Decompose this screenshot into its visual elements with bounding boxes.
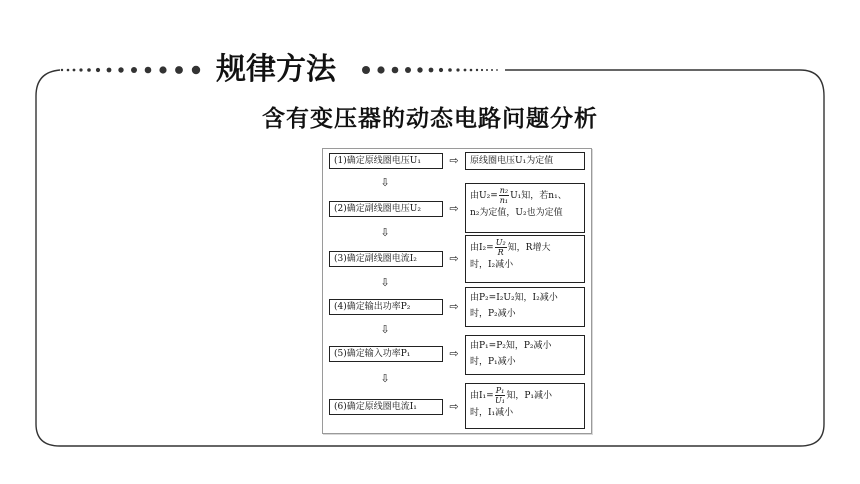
result-2 — [465, 183, 585, 233]
result-3-line1: 由I₂= $\frac{\text{U₂}}{R}$ 知，R增大 — [470, 238, 551, 257]
dotted-line-right — [362, 66, 498, 74]
arrow-down-icon: ⇩ — [380, 176, 390, 189]
step-1: (1)确定原线圈电压U₁ — [329, 153, 443, 169]
arrow-down-icon: ⇩ — [380, 372, 390, 385]
result-3 — [465, 235, 585, 283]
arrow-right-icon: ⇨ — [449, 300, 459, 313]
step-2: (2)确定副线圈电压U₂ — [329, 201, 443, 217]
result-1 — [465, 152, 585, 170]
result-5-line2: 时，P₁减小 — [470, 357, 516, 367]
result-5 — [465, 335, 585, 375]
arrow-right-icon: ⇨ — [449, 154, 459, 167]
arrow-down-icon: ⇩ — [380, 323, 390, 336]
fraction: $\frac{\text{U₂}}{R}$ — [495, 238, 506, 257]
arrow-down-icon: ⇩ — [380, 226, 390, 239]
result-6-line1: 由I₁= $\frac{\text{P₁}}{\text{U₁}}$ 知，P₁减小 — [470, 386, 552, 405]
section-heading-text: 规律方法 — [216, 52, 336, 87]
result-6-line2: 时，I₁减小 — [470, 408, 514, 418]
step-5: (5)确定输入功率P₁ — [329, 346, 443, 362]
result-2-line2: n₂为定值，U₂也为定值 — [470, 208, 563, 218]
arrow-right-icon: ⇨ — [449, 252, 459, 265]
step-4: (4)确定输出功率P₂ — [329, 299, 443, 315]
result-3-line2: 时，I₂减小 — [470, 260, 514, 270]
result-4-line2: 时，P₂减小 — [470, 309, 516, 319]
section-heading — [212, 52, 340, 88]
result-5-line1: 由P₁=P₂知，P₂减小 — [470, 341, 552, 351]
fraction: $\frac{\text{P₁}}{\text{U₁}}$ — [495, 386, 505, 405]
result-2-line1: 由U₂= $\frac{\text{n₂}}{\text{n₁}}$ U₁知，若n₁、 — [470, 186, 567, 205]
fraction: $\frac{\text{n₂}}{\text{n₁}}$ — [499, 186, 509, 205]
result-1-line1: 原线圈电压U₁为定值 — [470, 156, 554, 166]
dotted-line-left — [61, 66, 200, 74]
arrow-right-icon: ⇨ — [449, 202, 459, 215]
page-title: 含有变压器的动态电路问题分析 — [262, 106, 598, 132]
flowchart — [322, 148, 592, 434]
arrow-right-icon: ⇨ — [449, 347, 459, 360]
arrow-down-icon: ⇩ — [380, 276, 390, 289]
step-6: (6)确定原线圈电流I₁ — [329, 399, 443, 415]
result-4-line1: 由P₂=I₂U₂知，I₂减小 — [470, 293, 558, 303]
step-3: (3)确定副线圈电流I₂ — [329, 251, 443, 267]
arrow-right-icon: ⇨ — [449, 400, 459, 413]
result-6 — [465, 383, 585, 429]
result-4 — [465, 287, 585, 327]
